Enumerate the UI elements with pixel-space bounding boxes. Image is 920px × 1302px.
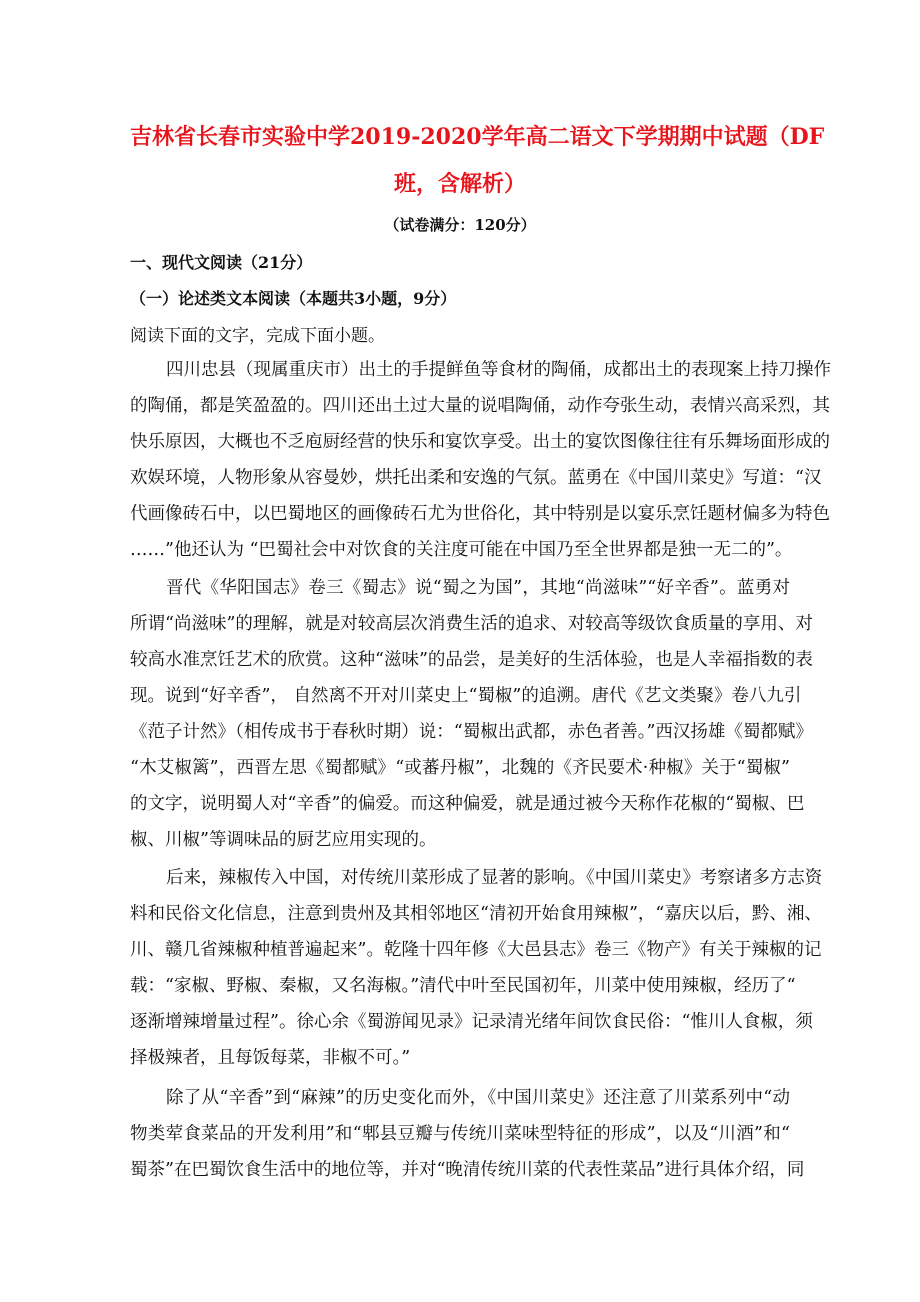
paragraph-line: 欢娱环境，人物形象从容曼妙，烘托出柔和安逸的气氛。蓝勇在《中国川菜史》写道：“汉 [130,468,822,488]
paragraph-line: 蜀茶”在巴蜀饮食生活中的地位等，并对“晚清传统川菜的代表性菜品”进行具体介绍，同 [130,1160,805,1180]
paragraph [130,570,813,858]
paragraph-line: 较高水准烹饪艺术的欣赏。这种“滋味”的品尝，是美好的生活体验，也是人幸福指数的表 [130,650,813,670]
instruction-text: 阅读下面的文字，完成下面小题。 [130,326,385,346]
subsection-heading: （一）论述类文本阅读（本题共3小题，9分） [130,289,457,308]
paragraph-line: 代画像砖石中，以巴蜀地区的画像砖石尤为世俗化，其中特别是以宴乐烹饪题材偏多为特色 [130,504,830,524]
paragraph-line: 《范子计然》（相传成书于春秋时期）说：“蜀椒出武都，赤色者善。”西汉扬雄《蜀都赋》 [130,722,813,742]
paragraph-line: 的文字，说明蜀人对“辛香”的偏爱。而这种偏爱，就是通过被今天称作花椒的“蜀椒、巴 [130,794,805,814]
paragraph-line: 除了从“辛香”到“麻辣”的历史变化而外，《中国川菜史》还注意了川菜系列中“动 [166,1088,790,1108]
document-title-line-2: 班，含解析） [393,171,526,197]
paragraph [130,860,823,1076]
paragraph [130,1080,805,1188]
paragraph-line: 后来，辣椒传入中国，对传统川菜形成了显著的影响。《中国川菜史》考察诸多方志资 [166,868,823,888]
paragraph-line: 所谓“尚滋味”的理解，就是对较高层次消费生活的追求、对较高等级饮食质量的享用、对 [130,614,813,634]
paragraph-line: 四川忠县（现属重庆市）出土的手提鲜鱼等食材的陶俑，成都出土的表现案上持刀操作 [166,360,831,380]
paragraph-line: 择极辣者，且每饭每菜，非椒不可。” [130,1048,411,1068]
paragraph-line: 逐渐增辣增量过程”。徐心余《蜀游闻见录》记录清光绪年间饮食民俗：“惟川人食椒，须 [130,1012,813,1032]
document-title-line-1: 吉林省长春市实验中学2019-2020学年高二语文下学期期中试题（DF [130,124,825,150]
section-heading: 一、现代文阅读（21分） [130,253,313,272]
score-note: （试卷满分：120分） [384,216,536,234]
paragraph-line: 椒、川椒”等调味品的厨艺应用实现的。 [130,830,437,850]
paragraph-line: 快乐原因，大概也不乏庖厨经营的快乐和宴饮享受。出土的宴饮图像往往有乐舞场面形成的 [130,432,830,452]
paragraph-line: 载：“家椒、野椒、秦椒，又名海椒。”清代中叶至民国初年，川菜中使用辣椒，经历了“ [130,976,796,996]
paragraph-line: 现。说到“好辛香”， 自然离不开对川菜史上“蜀椒”的追溯。唐代《艺文类聚》卷八九引 [130,686,802,706]
paragraph-line: 料和民俗文化信息，注意到贵州及其相邻地区“清初开始食用辣椒”，“嘉庆以后，黔、湘、 [130,904,822,924]
paragraph-line: 的陶俑，都是笑盈盈的。四川还出土过大量的说唱陶俑，动作夸张生动，表情兴高采烈，其 [130,396,830,416]
paragraph-line: ……”他还认为 “巴蜀社会中对饮食的关注度可能在中国乃至全世界都是独一无二的”。 [130,540,793,560]
paragraph-line: 物类荤食菜品的开发利用”和“郫县豆瓣与传统川菜味型特征的形成”，以及“川酒”和“ [130,1124,790,1144]
paragraph [130,352,831,568]
paragraph-line: 晋代《华阳国志》卷三《蜀志》说“蜀之为国”，其地“尚滋味”“好辛香”。蓝勇对 [166,578,790,598]
paragraph-line: “木艾椒篱”，西晋左思《蜀都赋》“或蕃丹椒”，北魏的《齐民要术·种椒》关于“蜀椒” [130,758,790,778]
paragraph-line: 川、赣几省辣椒种植普遍起来”。乾隆十四年修《大邑县志》卷三《物产》有关于辣椒的记 [130,940,822,960]
